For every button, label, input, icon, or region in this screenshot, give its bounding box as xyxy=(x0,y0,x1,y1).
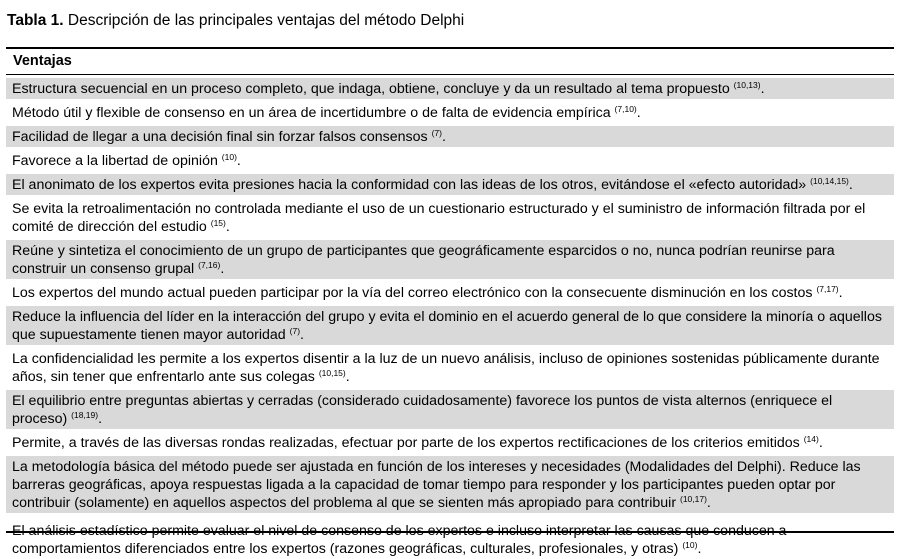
row-reference: (10,13) xyxy=(733,80,761,90)
row-period: . xyxy=(636,105,641,121)
caption-label: Tabla 1. xyxy=(7,12,64,29)
row-reference: (15) xyxy=(210,218,226,228)
row-text: Reúne y sintetiza el conocimiento de un grupo de participantes que geográficamente esparcidos o no, nunca podrían reunirse para construir un consenso grupal xyxy=(12,243,835,277)
table-row xyxy=(6,306,894,345)
row-period: . xyxy=(98,411,103,427)
row-text: Favorece a la libertad de opinión xyxy=(12,153,222,169)
table-row xyxy=(6,150,894,171)
table-body xyxy=(6,75,894,559)
row-period: . xyxy=(706,495,711,511)
row-period: . xyxy=(300,327,304,343)
row-text: Estructura secuencial en un proceso completo, que indaga, obtiene, concluye y da un resultado al tema propuesto xyxy=(12,81,734,97)
row-text: Los expertos del mundo actual pueden participar por la vía del correo electrónico con la consecuente disminución en los costos xyxy=(12,285,817,301)
caption-title: Descripción de las principales ventajas del método Delphi xyxy=(63,12,465,29)
table-row xyxy=(6,348,894,387)
table-row xyxy=(6,102,894,123)
row-reference: (10) xyxy=(682,540,698,550)
table-row xyxy=(6,78,894,99)
row-text: El anonimato de los expertos evita presiones hacia la conformidad con las ideas de los otros, evitándose el «efecto autoridad» xyxy=(12,177,811,193)
row-reference: (10,14,15) xyxy=(810,176,849,186)
row-text: La metodología básica del método puede ser ajustada en función de los intereses y necesidades (Modalidades del Delphi). Reduce las barreras geográficas, apoya respuestas ligada a la capacidad de tomar tiempo para responder y los participantes pueden optar por contribuir (solamente) en aquellos aspectos del problema al que se sienten más apropiado para contribuir xyxy=(12,459,861,511)
row-period: . xyxy=(838,285,843,301)
table-row xyxy=(6,516,894,559)
row-reference: (10,17) xyxy=(679,494,707,504)
row-period: . xyxy=(818,435,823,451)
row-text: La confidencialidad les permite a los expertos disentir a la luz de un nuevo análisis, incluso de opiniones sostenidas públicamente durante años, sin tener que enfrentarlo ante sus colegas xyxy=(12,351,880,385)
row-text: El análisis estadístico permite evaluar el nivel de consenso de los expertos e incluso interpretar las causas que conducen a comportamientos diferenciados entre los expertos (razones geográficas, culturales, profesionales, y otras) xyxy=(12,523,787,557)
table-caption xyxy=(7,12,464,30)
row-period: . xyxy=(441,129,446,145)
row-reference: (14) xyxy=(803,434,819,444)
row-period: . xyxy=(220,261,225,277)
row-text: Se evita la retroalimentación no controlada mediante el uso de un cuestionario estructurado y el suministro de información filtrada por el comité de dirección del estudio xyxy=(12,201,866,235)
table-row xyxy=(6,432,894,453)
row-text: Permite, a través de las diversas rondas realizadas, efectuar por parte de los expertos rectificaciones de los criterios emitidos xyxy=(12,435,804,451)
row-reference: (10,15) xyxy=(318,368,346,378)
row-reference: (7,16) xyxy=(198,260,221,270)
row-reference: (7,10) xyxy=(614,104,637,114)
row-period: . xyxy=(760,81,765,97)
advantages-table xyxy=(6,47,894,559)
row-text: El equilibrio entre preguntas abiertas y cerradas (considerado cuidadosamente) favorece los puntos de vista alternos (enriquece el proceso) xyxy=(12,393,833,427)
row-period: . xyxy=(236,153,241,169)
row-text: Facilidad de llegar a una decisión final sin forzar falsos consensos xyxy=(12,129,432,145)
row-reference: (7) xyxy=(431,128,442,138)
table-row xyxy=(6,282,894,303)
table-row xyxy=(6,390,894,429)
table-header: Ventajas xyxy=(6,49,894,75)
table-row xyxy=(6,174,894,195)
table-row xyxy=(6,198,894,237)
row-reference: (10) xyxy=(221,152,237,162)
row-period: . xyxy=(225,219,230,235)
row-period: . xyxy=(697,541,702,557)
table-bottom-rule xyxy=(6,531,894,533)
table-row xyxy=(6,240,894,279)
row-reference: (18,19) xyxy=(71,410,99,420)
row-reference: (7) xyxy=(289,326,301,336)
row-text: Método útil y flexible de consenso en un área de incertidumbre o de falta de evidencia empírica xyxy=(12,105,615,121)
table-row xyxy=(6,126,894,147)
row-period: . xyxy=(345,369,350,385)
table-row xyxy=(6,456,894,513)
row-reference: (7,17) xyxy=(816,284,839,294)
row-period: . xyxy=(848,177,853,193)
row-text: Reduce la influencia del líder en la interacción del grupo y evita el dominio en el acuerdo general de lo que considere la minoría o aquellos que supuestamente tienen mayor autoridad xyxy=(12,309,882,343)
